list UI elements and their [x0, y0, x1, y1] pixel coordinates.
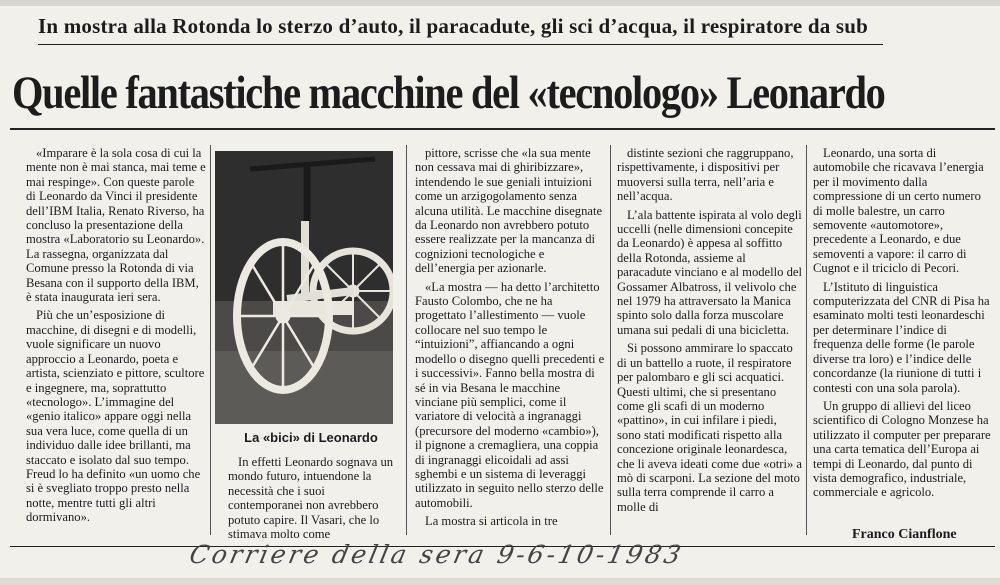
kicker-subheadline: In mostra alla Rotonda lo sterzo d’auto, il paracadute, gli sci d’acqua, il respiratore da sub [38, 14, 869, 38]
photo-caption: La «bici» di Leonardo [244, 430, 378, 445]
column-2 [228, 455, 398, 541]
paragraph: Più che un’esposizione di macchine, di disegni e di modelli, vuole significare un nuovo approccio a Leonardo, poeta e artista, scienziato e pittore, scultore e ingegnere, ma, soprattutto «tecnologo». L’immagine del «genio italico» appare oggi nella sua vera luce, come quella di un individuo dalle idee brillanti, ma staccato e isolato dal suo tempo. Freud lo ha definito «un uomo che si è svegliato troppo presto nella notte, mentre tutti gli altri dormivano». [26, 308, 205, 525]
handwritten-source-note: Corriere della sera 9-6-10-1983 [186, 540, 687, 569]
paragraph: Un gruppo di allievi del liceo scientifico di Cologno Monzese ha utilizzato il computer per preparare una carta tematica dell’Europa ai tempi di Leonardo, dal punto di vista demografico, industriale, commerciale e agricolo. [813, 398, 991, 500]
bicycle-image [215, 151, 393, 424]
paragraph: distinte sezioni che raggruppano, rispettivamente, i dispositivi per muoversi sulla terra, nell’aria e nell’acqua. [617, 146, 794, 204]
paragraph: «La mostra — ha detto l’architetto Fausto Colombo, che ne ha progettato l’allestimento — vuole collocare nel suo tempo le “intuizioni”, affiancando a ogni modello o disegno quelli precedenti e i successivi». Fanno bella mostra di sé in via Besana le macchine vinciane più semplici, come il variatore di velocità a ingranaggi (precursore del moderno «cambio»), il pignone a cremagliera, una coppia di ingranaggi elicoidali ad assi sghembi e un sistema di leveraggi utilizzato in seguito nello sterzo delle automobili. [415, 279, 605, 510]
column-divider [210, 145, 211, 535]
headline-rule [10, 128, 995, 130]
paragraph: In effetti Leonardo sognava un mondo futuro, intuendone la necessità che i suoi contemporanei non avrebbero potuto capire. Il Vasari, che lo stimava molto come [228, 455, 394, 542]
kicker-rule [38, 44, 883, 45]
bicycle-photo [215, 151, 393, 424]
paragraph: L’Istituto di linguistica computerizzata del CNR di Pisa ha esaminato molti testi leonardeschi per determinare l’indice di frequenza delle forme (le parole diverse tra loro) e l’indice delle concordanze (la riunione di tutti i contesti con una sola parola). [813, 279, 990, 395]
column-divider [406, 145, 407, 535]
column-divider [806, 145, 807, 535]
top-border [0, 0, 1000, 6]
paragraph: La mostra si articola in tre [425, 514, 558, 529]
headline: Quelle fantastiche macchine del «tecnologo» Leonardo [12, 67, 885, 119]
paragraph: L’ala battente ispirata al volo degli uccelli (nelle dimensioni concepite da Leonardo) è appesa al soffitto della Rotonda, assieme al paracadute vinciano e al modello del Gossamer Albatross, il velivolo che nel 1979 ha attraversato la Manica spinto solo dalla forza muscolare umana sui pedali di una bicicletta. [617, 207, 802, 337]
paragraph: «Imparare è la sola cosa di cui la mente non è mai stanca, mai teme e mai respinge». Con queste parole di Leonardo da Vinci il presidente dell’IBM Italia, Renato Riverso, ha concluso la presentazione della mostra «Laboratorio su Leonardo». La rassegna, organizzata dal Comune presso la Rotonda di via Besana con il supporto della IBM, è stata inaugurata ieri sera. [26, 146, 206, 305]
column-1 [26, 146, 206, 525]
paragraph: Si possono ammirare lo spaccato di un battello a ruote, il respiratore per palombaro e gli sci acquatici. Questi ultimi, che si presentano come gli scafi di un moderno «pattino», in cui infilare i piedi, sono stati modificati rispetto alla concezione originale leonardesca, che li aveva ideati come due «otri» a mò di scarponi. La sezione del moto sulla terra comprende il carro a molle di [617, 341, 802, 514]
column-4 [617, 146, 802, 514]
bottom-border [0, 578, 1000, 585]
author-signature: Franco Cianflone [852, 527, 957, 542]
column-divider [610, 145, 611, 535]
column-5 [813, 146, 993, 500]
paragraph: Leonardo, una sorta di automobile che ricavava l’energia per il movimento dalla compressione di un certo numero di molle balestre, un carro semovente «automotore», precedente a Leonardo, e due semoventi a vapore: il carro di Cugnot e il triciclo di Pecori. [813, 146, 984, 276]
column-3 [415, 146, 605, 529]
paragraph: pittore, scrisse che «la sua mente non cessava mai di ghiribizzare», intendendo le sue geniali intuizioni come un arzigogolamento senza alcuna utilità. Le macchine disegnate da Leonardo non avrebbero potuto essere realizzate per la mancanza di cognizioni tecnologiche e dell’energia per azionarle. [415, 146, 603, 276]
